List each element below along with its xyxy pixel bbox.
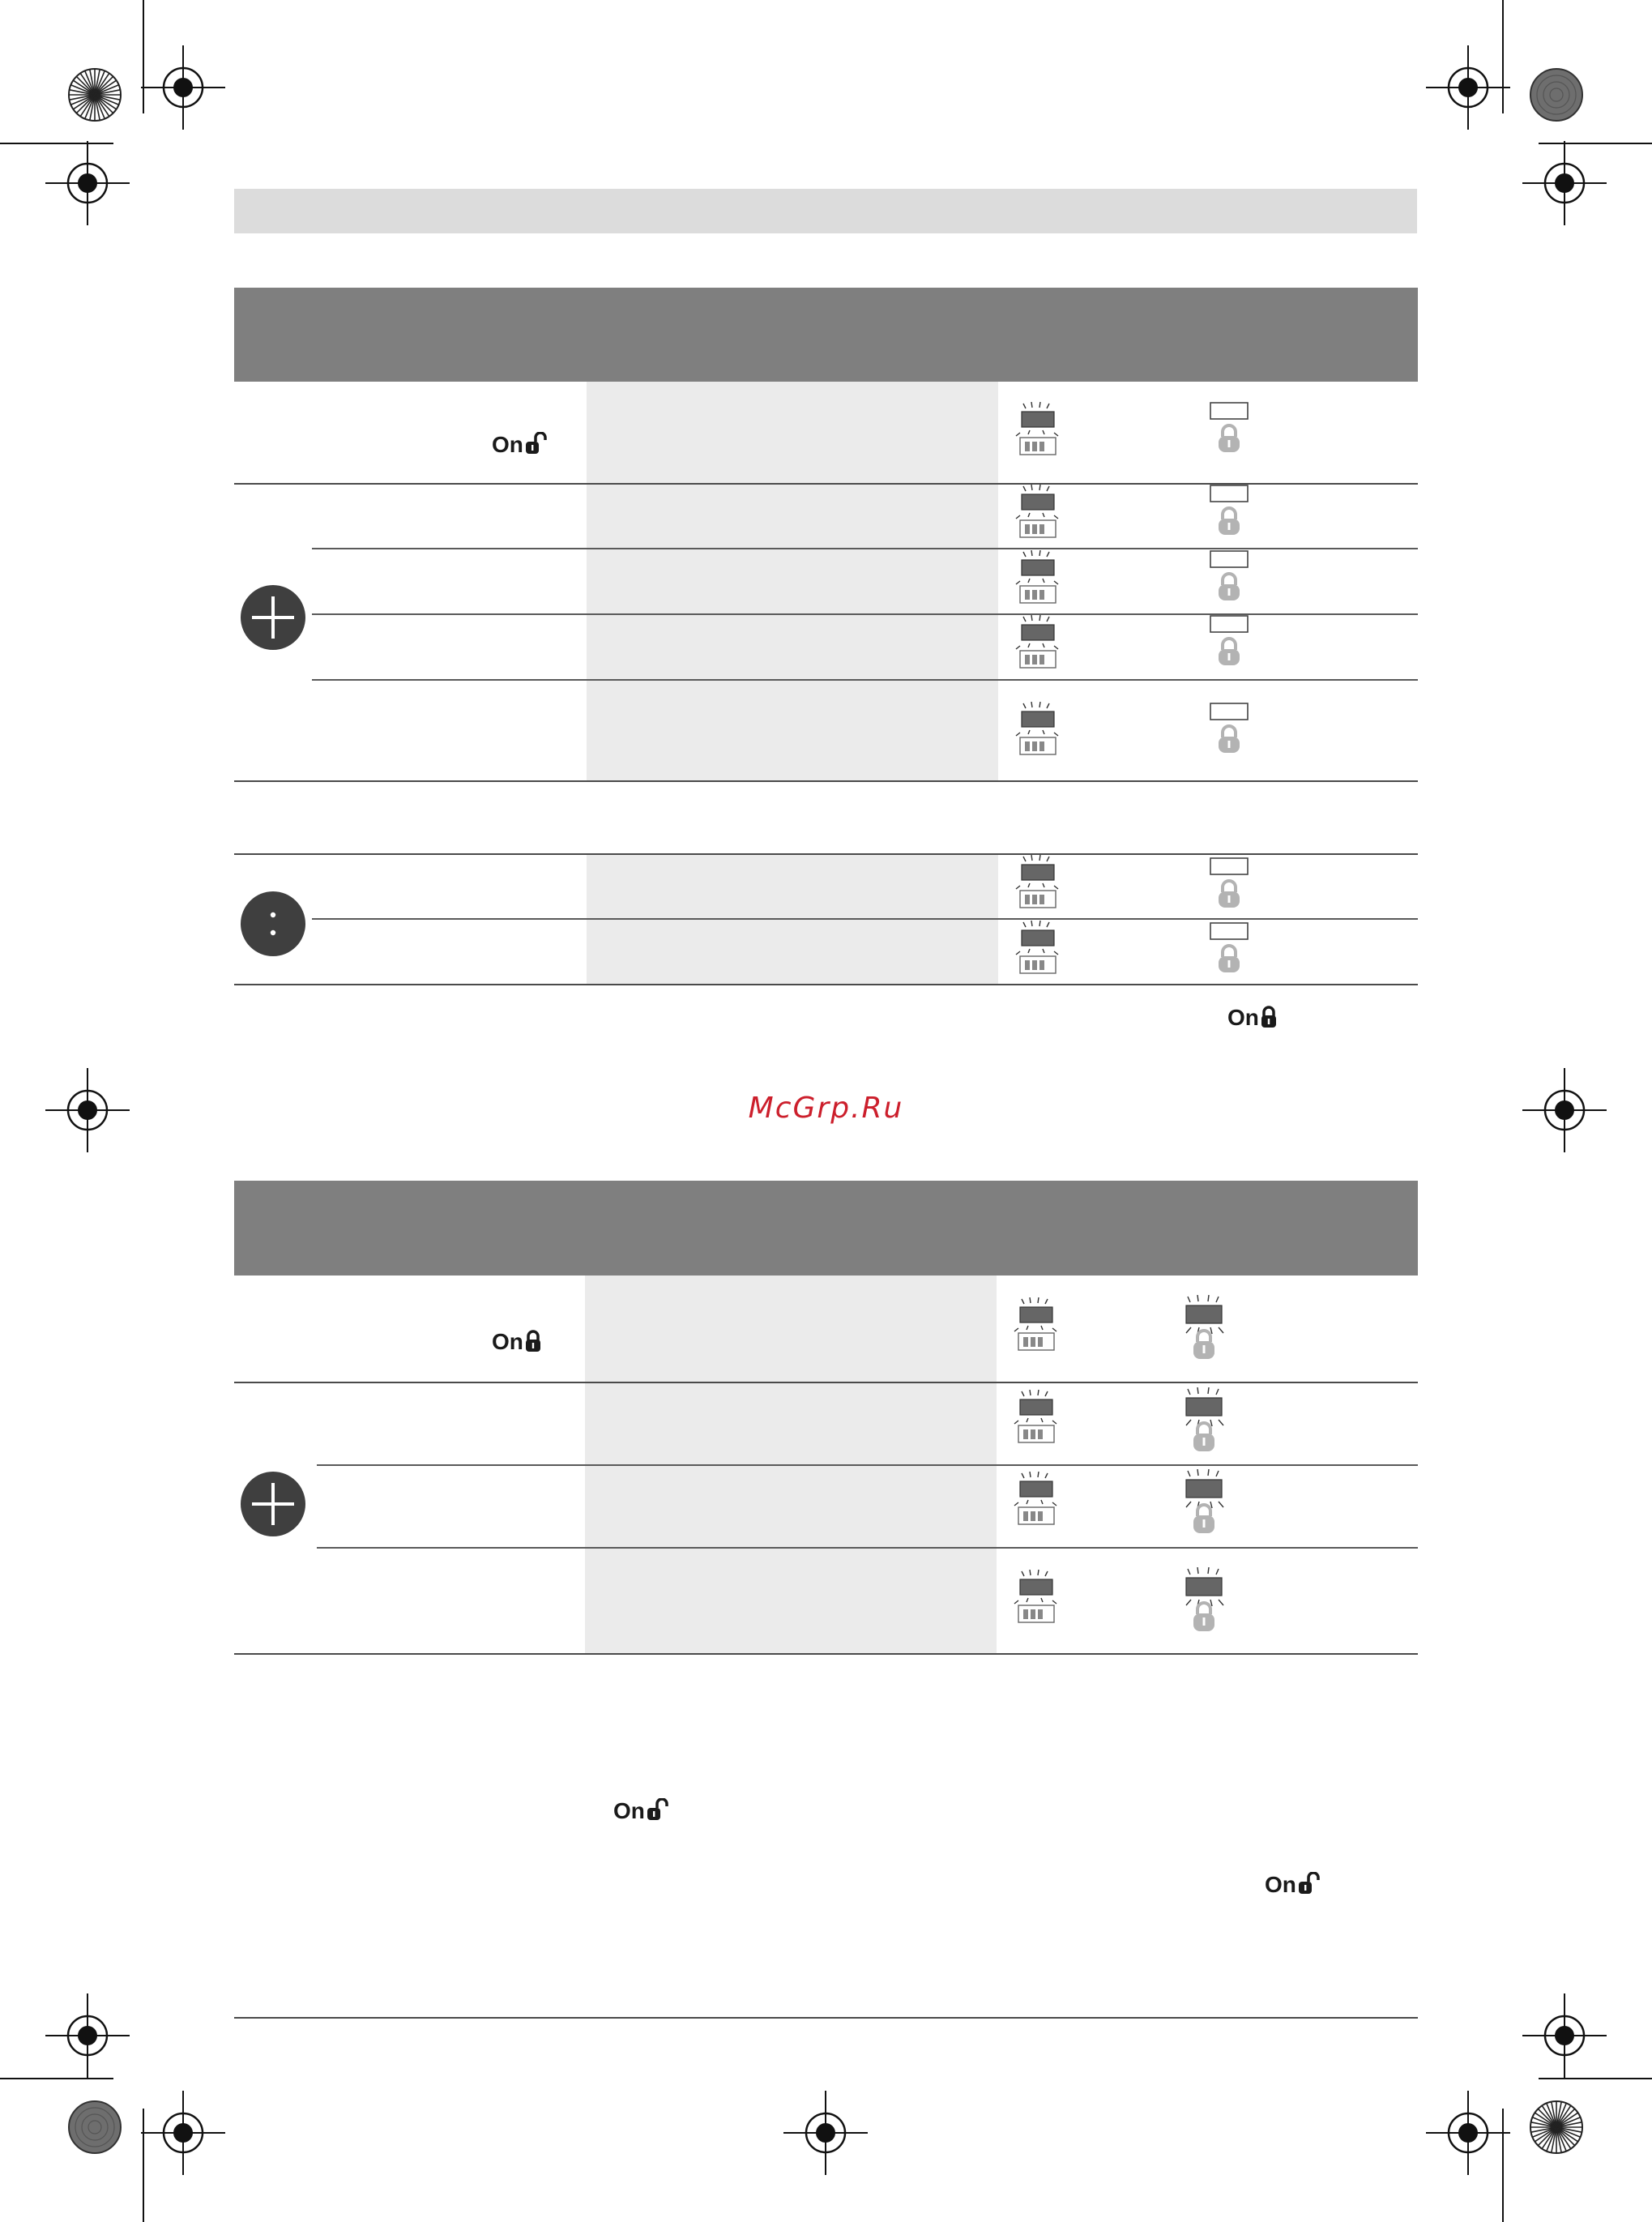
display-blinking-icon (1015, 921, 1062, 976)
on-unlocked-indicator (613, 1798, 670, 1822)
on-label: On (613, 1798, 645, 1823)
table1-divider (312, 613, 1418, 615)
table1-shade-a (587, 382, 998, 781)
display-blinking-icon (1015, 402, 1062, 457)
watermark: McGrp.Ru (748, 1092, 904, 1125)
table2-divider (234, 1382, 1418, 1383)
menu-button[interactable] (241, 891, 305, 956)
on-locked-indicator (1227, 1005, 1278, 1029)
on-label: On (492, 1329, 523, 1354)
display-blinking-icon (1014, 1472, 1061, 1527)
locked-padlock-icon (524, 1329, 542, 1353)
table2-header (234, 1181, 1418, 1276)
display-blinking-icon (1015, 550, 1062, 605)
padlock-off-icon (1209, 921, 1251, 978)
plus-icon (241, 1472, 305, 1536)
display-blinking-icon (1014, 1297, 1061, 1352)
padlock-blinking-icon (1180, 1567, 1230, 1637)
on-label: On (1265, 1872, 1296, 1897)
unlocked-padlock-icon (646, 1798, 670, 1822)
padlock-off-icon (1209, 857, 1251, 913)
vertical-dots-icon (241, 891, 305, 956)
display-blinking-icon (1015, 702, 1062, 757)
on-unlocked-indicator (1265, 1872, 1321, 1896)
on-locked-indicator (492, 1329, 542, 1353)
padlock-blinking-icon (1180, 1469, 1230, 1539)
table1-divider (312, 548, 1418, 549)
plus-icon (241, 585, 305, 650)
padlock-blinking-icon (1180, 1387, 1230, 1457)
padlock-off-icon (1209, 484, 1251, 541)
unlocked-padlock-icon (524, 432, 549, 456)
table2-divider (317, 1547, 1418, 1549)
padlock-off-icon (1209, 702, 1251, 758)
locked-padlock-icon (1260, 1005, 1278, 1029)
on-label: On (492, 432, 523, 457)
padlock-blinking-icon (1180, 1295, 1230, 1365)
display-blinking-icon (1014, 1570, 1061, 1625)
table1-divider (234, 853, 1418, 855)
table2-divider (234, 1653, 1418, 1655)
display-blinking-icon (1015, 615, 1062, 670)
table1-divider (312, 918, 1418, 920)
table1-divider (234, 780, 1418, 782)
plus-button[interactable] (241, 585, 305, 650)
table1-divider (234, 984, 1418, 985)
on-unlocked-indicator (492, 432, 549, 456)
padlock-off-icon (1209, 401, 1251, 458)
table1-header (234, 288, 1418, 382)
padlock-off-icon (1209, 614, 1251, 671)
display-blinking-icon (1015, 855, 1062, 910)
on-label: On (1227, 1005, 1259, 1030)
padlock-off-icon (1209, 549, 1251, 606)
page-header-band (234, 189, 1417, 233)
plus-button[interactable] (241, 1472, 305, 1536)
display-blinking-icon (1015, 485, 1062, 540)
footer-rule (234, 2017, 1418, 2019)
display-blinking-icon (1014, 1390, 1061, 1445)
table2-divider (317, 1464, 1418, 1466)
unlocked-padlock-icon (1297, 1872, 1321, 1896)
table1-divider (312, 679, 1418, 681)
